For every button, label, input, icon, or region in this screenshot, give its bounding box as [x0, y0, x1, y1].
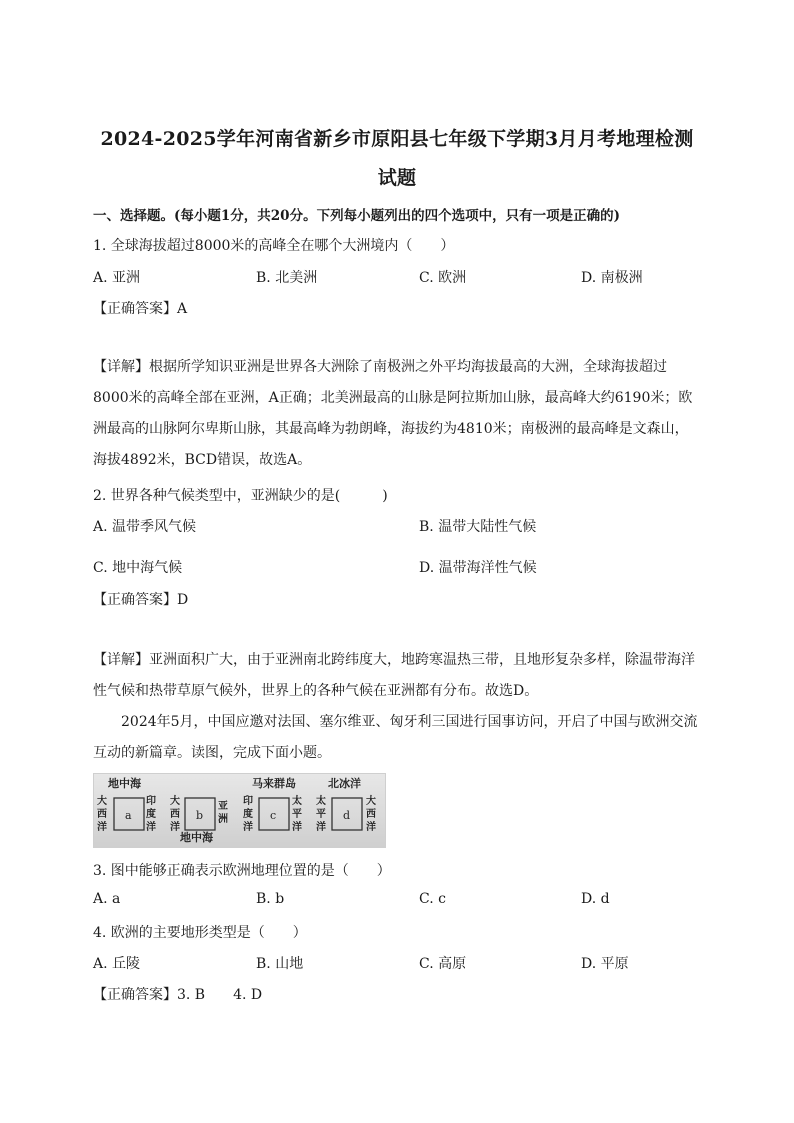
q2-answer: 【正确答案】D	[93, 592, 189, 608]
panel-a-right-label: 印度洋	[146, 796, 156, 833]
material-intro: 2024年5月，中国应邀对法国、塞尔维亚、匈牙利三国进行国事访问，开启了中国与欧洲交流互动的新篇章。读图，完成下面小题。	[93, 714, 698, 761]
panel-c-right-label: 太平洋	[292, 796, 302, 833]
panel-d-right-label: 大西洋	[366, 796, 376, 833]
panel-a-left-label: 大西洋	[97, 796, 107, 833]
question-3: 3. 图中能够正确表示欧洲地理位置的是（ ）	[93, 863, 391, 879]
panel-b-right-label: 亚洲	[218, 801, 228, 825]
q2-option-d: D. 温带海洋性气候	[419, 560, 537, 576]
q2-option-b: B. 温带大陆性气候	[419, 519, 537, 535]
panel-b-box-label: b	[196, 809, 204, 822]
location-map-figure	[93, 773, 386, 848]
q3-option-a: A. a	[93, 891, 121, 907]
q3-option-d: D. d	[581, 891, 610, 907]
q4-option-a: A. 丘陵	[93, 956, 141, 972]
document-title-continued: 试题	[377, 167, 417, 189]
q4-option-c: C. 高原	[419, 956, 467, 972]
panel-c-box-label: c	[270, 809, 277, 822]
q1-option-d: D. 南极洲	[581, 270, 643, 286]
q1-answer: 【正确答案】A	[93, 301, 188, 317]
panel-a-top-label: 地中海	[108, 777, 141, 790]
q3-option-b: B. b	[256, 891, 285, 907]
question-1: 1. 全球海拔超过8000米的高峰全在哪个大洲境内（ ）	[93, 238, 455, 254]
question-4: 4. 欧洲的主要地形类型是（ ）	[93, 925, 307, 941]
q2-option-a: A. 温带季风气候	[93, 519, 197, 535]
panel-b-left-label: 大西洋	[170, 796, 180, 833]
q3-q4-answer: 【正确答案】3. B 4. D	[93, 987, 263, 1003]
panel-d-box-label: d	[343, 809, 351, 822]
panel-c-left-label: 印度洋	[243, 796, 253, 833]
q1-option-b: B. 北美洲	[256, 270, 318, 286]
panel-b-bottom-label: 地中海	[180, 831, 213, 844]
q2-detail: 【详解】亚洲面积广大，由于亚洲南北跨纬度大，地跨寒温热三带，且地形复杂多样，除温带海洋性气候和热带草原气候外，世界上的各种气候在亚洲都有分布。故选D。	[93, 652, 695, 699]
section-heading: 一、选择题。(每小题1分，共20分。下列每小题列出的四个选项中，只有一项是正确的)	[93, 208, 620, 224]
question-2: 2. 世界各种气候类型中，亚洲缺少的是( )	[93, 488, 388, 504]
q4-option-b: B. 山地	[256, 956, 304, 972]
q4-option-d: D. 平原	[581, 956, 629, 972]
q1-option-a: A. 亚洲	[93, 270, 141, 286]
document-title: 2024-2025学年河南省新乡市原阳县七年级下学期3月月考地理检测	[100, 128, 694, 150]
q1-detail: 【详解】根据所学知识亚洲是世界各大洲除了南极洲之外平均海拔最高的大洲，全球海拔超过8000米的高峰全部在亚洲，A正确；北美洲最高的山脉是阿拉斯加山脉，最高峰大约6190米；欧洲最高的山脉阿尔卑斯山脉，其最高峰为勃朗峰，海拔约为4810米；南极洲的最高峰是文森山，海拔4892米，BCD错误，故选A。	[93, 359, 693, 468]
panel-a-box-label: a	[125, 809, 132, 822]
q1-option-c: C. 欧洲	[419, 270, 467, 286]
q2-option-c: C. 地中海气候	[93, 560, 183, 576]
panel-d-top-label: 北冰洋	[328, 777, 361, 790]
panel-d-left-label: 太平洋	[316, 796, 326, 833]
q3-option-c: C. c	[419, 891, 446, 907]
panel-c-top-label: 马来群岛	[252, 777, 296, 790]
